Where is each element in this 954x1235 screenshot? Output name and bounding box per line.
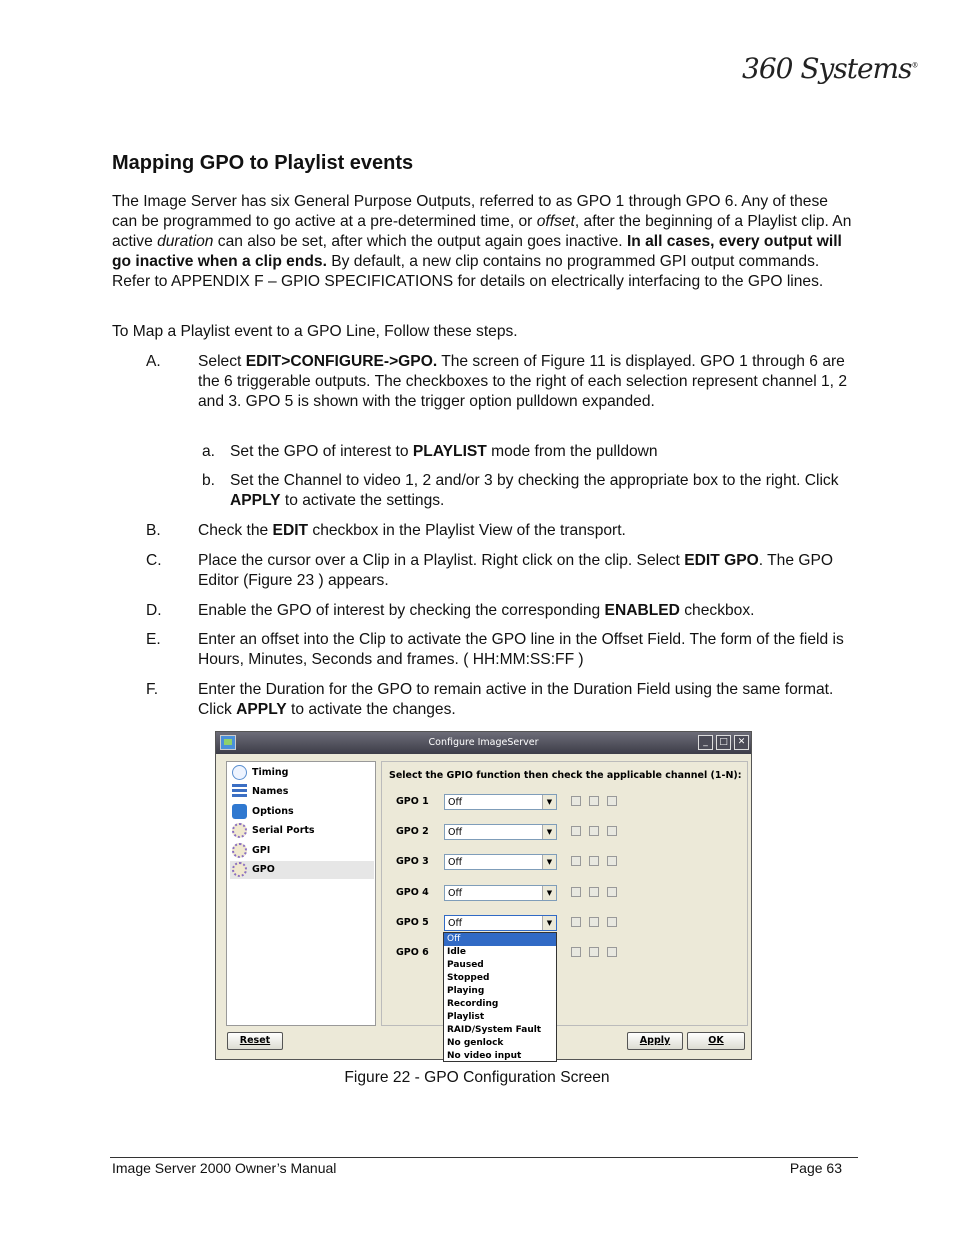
option-paused[interactable]: Paused: [447, 960, 484, 970]
steps-intro: To Map a Playlist event to a GPO Line, Follow these steps.: [112, 323, 518, 340]
option-no-video-input[interactable]: No video input: [447, 1051, 522, 1061]
gpo-3-channel-3-checkbox[interactable]: [607, 856, 617, 866]
window-titlebar[interactable]: [216, 732, 751, 754]
clock-icon: [232, 765, 247, 780]
gear-icon: [232, 843, 247, 858]
nav-item-timing[interactable]: Timing: [230, 764, 374, 782]
gpo-row-1: GPO 1 Off ▼: [396, 794, 736, 812]
gpo-5-channel-2-checkbox[interactable]: [589, 917, 599, 927]
gpo-4-channel-2-checkbox[interactable]: [589, 887, 599, 897]
gpo-1-select[interactable]: Off ▼: [444, 794, 557, 810]
gpo-row-6: GPO 6: [396, 945, 736, 963]
gpo-5-channel-3-checkbox[interactable]: [607, 917, 617, 927]
option-no-genlock[interactable]: No genlock: [447, 1038, 504, 1048]
gpo-6-channel-2-checkbox[interactable]: [589, 947, 599, 957]
gpo-6-channel-1-checkbox[interactable]: [571, 947, 581, 957]
option-idle[interactable]: Idle: [447, 947, 466, 957]
nav-item-gpo[interactable]: GPO: [230, 861, 374, 879]
list-icon: [232, 784, 247, 799]
gpo-row-5: GPO 5 Off ▼: [396, 915, 736, 933]
gpo-3-channel-2-checkbox[interactable]: [589, 856, 599, 866]
reset-button[interactable]: Reset: [227, 1032, 283, 1050]
gpo-1-channel-2-checkbox[interactable]: [589, 796, 599, 806]
footer-divider: [110, 1157, 858, 1158]
category-list: [226, 761, 376, 1026]
gpo-1-channel-3-checkbox[interactable]: [607, 796, 617, 806]
gpo-5-options-list: [443, 932, 557, 1062]
puzzle-icon: [232, 804, 247, 819]
nav-item-serial-ports[interactable]: Serial Ports: [230, 822, 374, 840]
gpo-2-select[interactable]: Off ▼: [444, 824, 557, 840]
window-title: Configure ImageServer: [428, 737, 539, 748]
footer-page-number: Page 63: [789, 1160, 842, 1176]
gpo-2-channel-2-checkbox[interactable]: [589, 826, 599, 836]
gpo-5-select[interactable]: Off ▼: [444, 915, 557, 931]
minimize-button[interactable]: _: [698, 735, 713, 750]
chevron-down-icon[interactable]: ▼: [542, 916, 556, 930]
chevron-down-icon[interactable]: ▼: [542, 795, 556, 809]
gear-icon: [232, 862, 247, 877]
gpo-row-4: GPO 4 Off ▼: [396, 885, 736, 903]
footer-manual-title: Image Server 2000 Owner’s Manual: [112, 1160, 337, 1176]
option-recording[interactable]: Recording: [447, 999, 499, 1009]
nav-item-options[interactable]: Options: [230, 803, 374, 821]
gear-icon: [232, 823, 247, 838]
gpo-4-select[interactable]: Off ▼: [444, 885, 557, 901]
configure-window: [215, 731, 752, 1060]
gpo-3-select[interactable]: Off ▼: [444, 854, 557, 870]
chevron-down-icon[interactable]: ▼: [542, 825, 556, 839]
option-stopped[interactable]: Stopped: [447, 973, 490, 983]
gpo-4-channel-1-checkbox[interactable]: [571, 887, 581, 897]
gpo-1-channel-1-checkbox[interactable]: [571, 796, 581, 806]
instruction-text: Select the GPIO function then check the applicable channel (1-N):: [389, 770, 742, 781]
gpo-row-3: GPO 3 Off ▼: [396, 854, 736, 872]
gpo-4-channel-3-checkbox[interactable]: [607, 887, 617, 897]
chevron-down-icon[interactable]: ▼: [542, 855, 556, 869]
gpo-2-channel-3-checkbox[interactable]: [607, 826, 617, 836]
gpo-3-channel-1-checkbox[interactable]: [571, 856, 581, 866]
gpo-6-channel-3-checkbox[interactable]: [607, 947, 617, 957]
chevron-down-icon[interactable]: ▼: [542, 886, 556, 900]
option-off[interactable]: Off: [444, 933, 556, 946]
company-logo: 360 Systems®: [742, 52, 918, 85]
gpo-row-2: GPO 2 Off ▼: [396, 824, 736, 842]
apply-button[interactable]: Apply: [627, 1032, 683, 1050]
option-playing[interactable]: Playing: [447, 986, 485, 996]
gpo-2-channel-1-checkbox[interactable]: [571, 826, 581, 836]
intro-paragraph: The Image Server has six General Purpose Outputs, referred to as GPO 1 through GPO 6. Any of these can be programmed to go active at a pre-determined time, or offset, after the beginning of a Playlist clip. An active duration can also be set, after which the output again goes inactive. In all cases, every output will go inactive when a clip ends. By default, a new clip contains no programmed GPI output commands. Refer to APPENDIX F – GPIO SPECIFICATIONS for details on electrically interfacing to the GPO lines.: [112, 193, 852, 290]
close-button[interactable]: ✕: [734, 735, 749, 750]
ok-button[interactable]: OK: [687, 1032, 745, 1050]
option-raid-system-fault[interactable]: RAID/System Fault: [447, 1025, 542, 1035]
option-playlist[interactable]: Playlist: [447, 1012, 485, 1022]
section-heading: Mapping GPO to Playlist events: [112, 152, 414, 174]
nav-item-gpi[interactable]: GPI: [230, 842, 374, 860]
gpo-settings-panel: [381, 761, 748, 1026]
maximize-button[interactable]: □: [716, 735, 731, 750]
gpo-5-channel-1-checkbox[interactable]: [571, 917, 581, 927]
figure-caption: Figure 22 - GPO Configuration Screen: [344, 1069, 610, 1086]
nav-item-names[interactable]: Names: [230, 783, 374, 801]
